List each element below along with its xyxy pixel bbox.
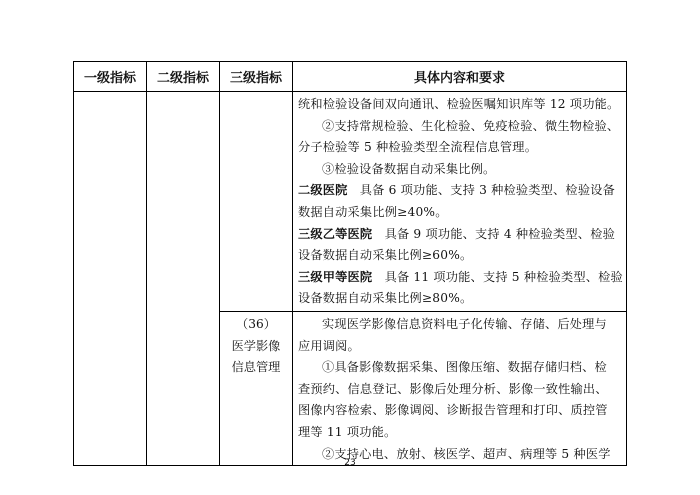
page-number: 23	[344, 458, 356, 468]
header-content: 具体内容和要求	[293, 62, 627, 92]
table-row	[74, 92, 627, 312]
level3-name-line: 信息管理	[231, 360, 281, 375]
content-line: 实现医学影像信息资料电子化传输、存储、后处理与	[322, 317, 607, 331]
content-line: 分子检验等 5 种检验类型全流程信息管理。	[298, 140, 538, 155]
indicator-table	[73, 61, 627, 466]
content-line: 图像内容检索、影像调阅、诊断报告管理和打印、质控管	[298, 403, 608, 418]
content-line: 数据自动采集比例≥40%。	[298, 204, 448, 219]
grade-line	[293, 224, 626, 246]
content-line: 理等 11 项功能。	[298, 424, 397, 439]
level3-name-line: 医学影像	[231, 338, 281, 353]
level3-cell-empty	[220, 92, 293, 312]
grade-line	[293, 180, 626, 202]
grade-label: 二级医院	[298, 183, 348, 198]
header-level3: 三级指标	[220, 62, 293, 92]
content-line: 统和检验设备间双向通讯、检验医嘱知识库等 12 项功能。	[298, 97, 620, 111]
level1-cell	[74, 92, 147, 466]
content-line: ③检验设备数据自动采集比例。	[322, 161, 496, 176]
content-line: 设备数据自动采集比例≥80%。	[298, 291, 473, 306]
grade-text: 具备 6 项功能、支持 3 种检验类型、检验设备	[359, 183, 615, 198]
content-line: ②支持常规检验、生化检验、免疫检验、微生物检验、	[322, 118, 620, 133]
content-line: 查预约、信息登记、影像后处理分析、影像一致性输出、	[298, 381, 608, 396]
content-line: 应用调阅。	[298, 338, 360, 353]
grade-label: 三级甲等医院	[298, 269, 373, 284]
header-row	[74, 62, 627, 92]
header-level1: 一级指标	[74, 62, 147, 92]
grade-text: 具备 11 项功能、支持 5 种检验类型、检验	[384, 269, 623, 284]
content-cell-1	[293, 92, 627, 312]
header-level2: 二级指标	[147, 62, 220, 92]
level2-cell	[147, 92, 220, 466]
content-cell-2	[293, 312, 627, 466]
content-line: 设备数据自动采集比例≥60%。	[298, 248, 473, 263]
grade-line	[293, 267, 626, 289]
level3-cell	[220, 312, 293, 466]
grade-label: 三级乙等医院	[298, 226, 373, 241]
grade-text: 具备 9 项功能、支持 4 种检验类型、检验	[384, 226, 615, 241]
content-line: ①具备影像数据采集、图像压缩、数据存储归档、检	[322, 360, 607, 375]
level3-number: （36）	[236, 317, 276, 331]
content-line: ②支持心电、放射、核医学、超声、病理等 5 种医学	[322, 446, 611, 461]
